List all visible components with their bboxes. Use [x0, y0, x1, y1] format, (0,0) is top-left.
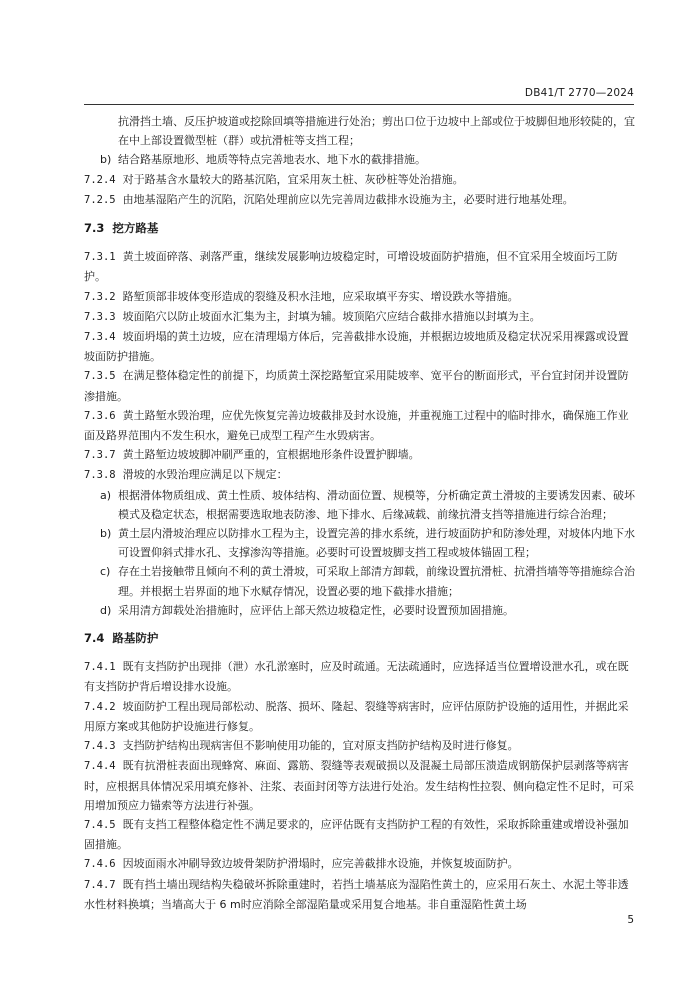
clause-paragraph: [84, 287, 637, 307]
header-divider: [84, 104, 634, 105]
clause-text: 路堑顶部非坡体变形造成的裂缝及积水洼地，应采取填平夯实、增设跌水等措施。: [122, 289, 519, 303]
clause-number: 7.3.5: [84, 370, 116, 383]
clause-paragraph: [84, 465, 637, 485]
list-item-text: 根据滑体物质组成、黄土性质、坡体结构、滑动面位置、规模等，分析确定黄土滑坡的主要诱发因素、破坏模式及稳定状态，根据需要选取地表防渗、地下排水、后缘减载、前缘抗滑支挡等措施进行综合治理；: [118, 488, 635, 521]
clause-number: 7.3.6: [84, 409, 116, 422]
list-item-label: b): [100, 527, 112, 541]
clause-text: 因坡面雨水冲刷导致边坡骨架防护滑塌时，应完善截排水设施，并恢复坡面防护。: [122, 857, 519, 871]
clause-paragraph: [84, 190, 637, 210]
clause-paragraph: [84, 697, 637, 736]
list-item: [84, 524, 637, 562]
clause-text: 既有支挡工程整体稳定性不满足要求的，应评估既有支挡防护工程的有效性，采取拆除重建或增设补强加固措施。: [84, 817, 629, 852]
clause-number: 7.3.3: [84, 310, 116, 323]
clause-paragraph: [84, 657, 637, 696]
list-item-text: 采用清方卸载处治措施时，应评估上部天然边坡稳定性，必要时设置预加固措施。: [118, 603, 514, 617]
clause-paragraph: [84, 170, 637, 190]
clause-number: 7.4.1: [84, 661, 116, 674]
clause-paragraph: [84, 307, 637, 327]
list-item-label: c): [100, 565, 111, 579]
clause-text: 对于路基含水量较大的路基沉陷，宜采用灰土桩、灰砂桩等处治措施。: [122, 172, 464, 186]
clause-number: 7.3.7: [84, 449, 116, 462]
list-item: [84, 601, 637, 620]
clause-text: 既有支挡防护出现排（泄）水孔淤塞时，应及时疏通。无法疏通时，应选择适当位置增设泄水孔，或在既有支挡防护背后增设排水设施。: [84, 660, 629, 694]
clause-text: 滑坡的水毁治理应满足以下规定：: [122, 468, 288, 482]
clause-number: 7.3.2: [84, 290, 116, 303]
standard-code: DB41/T 2770—2024: [524, 87, 634, 99]
list-item: [84, 150, 637, 169]
clause-number: 7.4.3: [84, 740, 116, 753]
section-title-text: 路基防护: [112, 631, 159, 646]
clause-text: 坡面陷穴以防止坡面水汇集为主，封填为辅。坡顶陷穴应结合截排水措施以封填为主。: [122, 309, 541, 323]
clause-number: 7.4.5: [84, 818, 116, 831]
section-number: 7.4: [84, 631, 105, 646]
section-heading: [84, 219, 637, 238]
clause-text: 坡面防护工程出现局部松动、脱落、损坏、隆起、裂缝等病害时，应评估原防护设施的适用性，并据此采用原方案或其他防护设施进行修复。: [84, 699, 629, 733]
list-item-text: 存在土岩接触带且倾向不利的黄土滑坡，可采取上部清方卸载，前缘设置抗滑桩、抗滑挡墙等等措施综合治理。并根据土岩界面的地下水赋存情况，设置必要的地下截排水措施；: [118, 565, 635, 598]
clause-paragraph: [84, 736, 637, 756]
section-title-text: 挖方路基: [112, 221, 159, 236]
continued-paragraph: 抗滑挡土墙、反压护坡道或挖除回填等措施进行处治；剪出口位于边坡中上部或位于坡脚但地形较陡的，宜在中上部设置微型桩（群）或抗滑桩等支挡工程；: [118, 115, 635, 148]
clause-text: 支挡防护结构出现病害但不影响使用功能的，宜对原支挡防护结构及时进行修复。: [122, 739, 519, 753]
section-number: 7.3: [84, 221, 105, 236]
page-number: 5: [627, 914, 634, 926]
clause-text: 既有抗滑桩表面出现蜂窝、麻面、露筋、裂缝等表观破损以及混凝土局部压溃造成钢筋保护层剥落等病害时，应根据具体情况采用填充修补、注浆、表面封闭等方法进行处治。发生结构性拉裂、侧向稳定性不足时，可采用增加预应力锚索等方法进行补强。: [84, 759, 634, 812]
clause-text: 坡面坍塌的黄土边坡，应在清理塌方体后，完善截排水设施，并根据边坡地质及稳定状况采用裸露或设置坡面防护措施。: [84, 330, 629, 364]
clause-number: 7.4.4: [84, 760, 116, 773]
list-item-label: a): [100, 488, 112, 502]
clause-paragraph: [84, 815, 637, 854]
clause-text: 既有挡土墙出现结构失稳破坏拆除重建时，若挡土墙基底为湿陷性黄土的，应采用石灰土、水泥土等非透水性材料换填；当墙高大于 6 m时应消除全部湿陷量或采用复合地基。非自重湿陷性黄土场: [84, 877, 629, 911]
clause-paragraph: [84, 327, 637, 366]
clause-paragraph: [84, 875, 637, 914]
clause-paragraph: [84, 445, 637, 465]
clause-number: 7.4.6: [84, 858, 116, 871]
clause-text: 在满足整体稳定性的前提下，均质黄土深挖路堑宜采用陡坡率、宽平台的断面形式，平台宜封闭并设置防渗措施。: [84, 369, 629, 403]
list-item-label: d): [100, 603, 112, 617]
clause-number: 7.3.8: [84, 469, 116, 482]
clause-number: 7.2.5: [84, 193, 116, 206]
clause-paragraph: [84, 406, 637, 445]
clause-text: 黄土路堑边坡坡脚冲刷严重的，宜根据地形条件设置护脚墙。: [122, 448, 420, 462]
clause-text: 由地基湿陷产生的沉陷，沉陷处理前应以先完善周边截排水设施为主，必要时进行地基处理。: [122, 192, 574, 206]
clause-paragraph: [84, 854, 637, 874]
clause-number: 7.4.2: [84, 700, 116, 713]
clause-paragraph: [84, 366, 637, 405]
clause-number: 7.2.4: [84, 173, 116, 186]
clause-text: 黄土坡面碎落、剥落严重，继续发展影响边坡稳定时，可增设坡面防护措施，但不宜采用全坡面圬工防护。: [84, 250, 618, 284]
list-item-text: 结合路基原地形、地质等特点完善地表水、地下水的截排措施。: [118, 153, 426, 167]
clause-number: 7.3.4: [84, 331, 116, 344]
clause-number: 7.3.1: [84, 251, 116, 264]
clause-paragraph: [84, 756, 637, 815]
list-item-text: 黄土层内滑坡治理应以防排水工程为主，设置完善的排水系统，进行坡面防护和防渗处理，对坡体内地下水可设置仰斜式排水孔、支撑渗沟等措施。必要时可设置坡脚支挡工程或坡体锚固工程；: [118, 527, 635, 560]
section-heading: [84, 629, 637, 648]
list-item: [84, 562, 637, 600]
clause-paragraph: [84, 247, 637, 286]
list-item-label: b): [100, 153, 112, 167]
list-item: [84, 486, 637, 524]
clause-number: 7.4.7: [84, 878, 116, 891]
document-body: [84, 112, 637, 914]
clause-text: 黄土路堑水毁治理，应优先恢复完善边坡截排及封水设施，并重视施工过程中的临时排水，确保施工作业面及路界范围内不发生积水，避免已成型工程产生水毁病害。: [84, 408, 629, 443]
